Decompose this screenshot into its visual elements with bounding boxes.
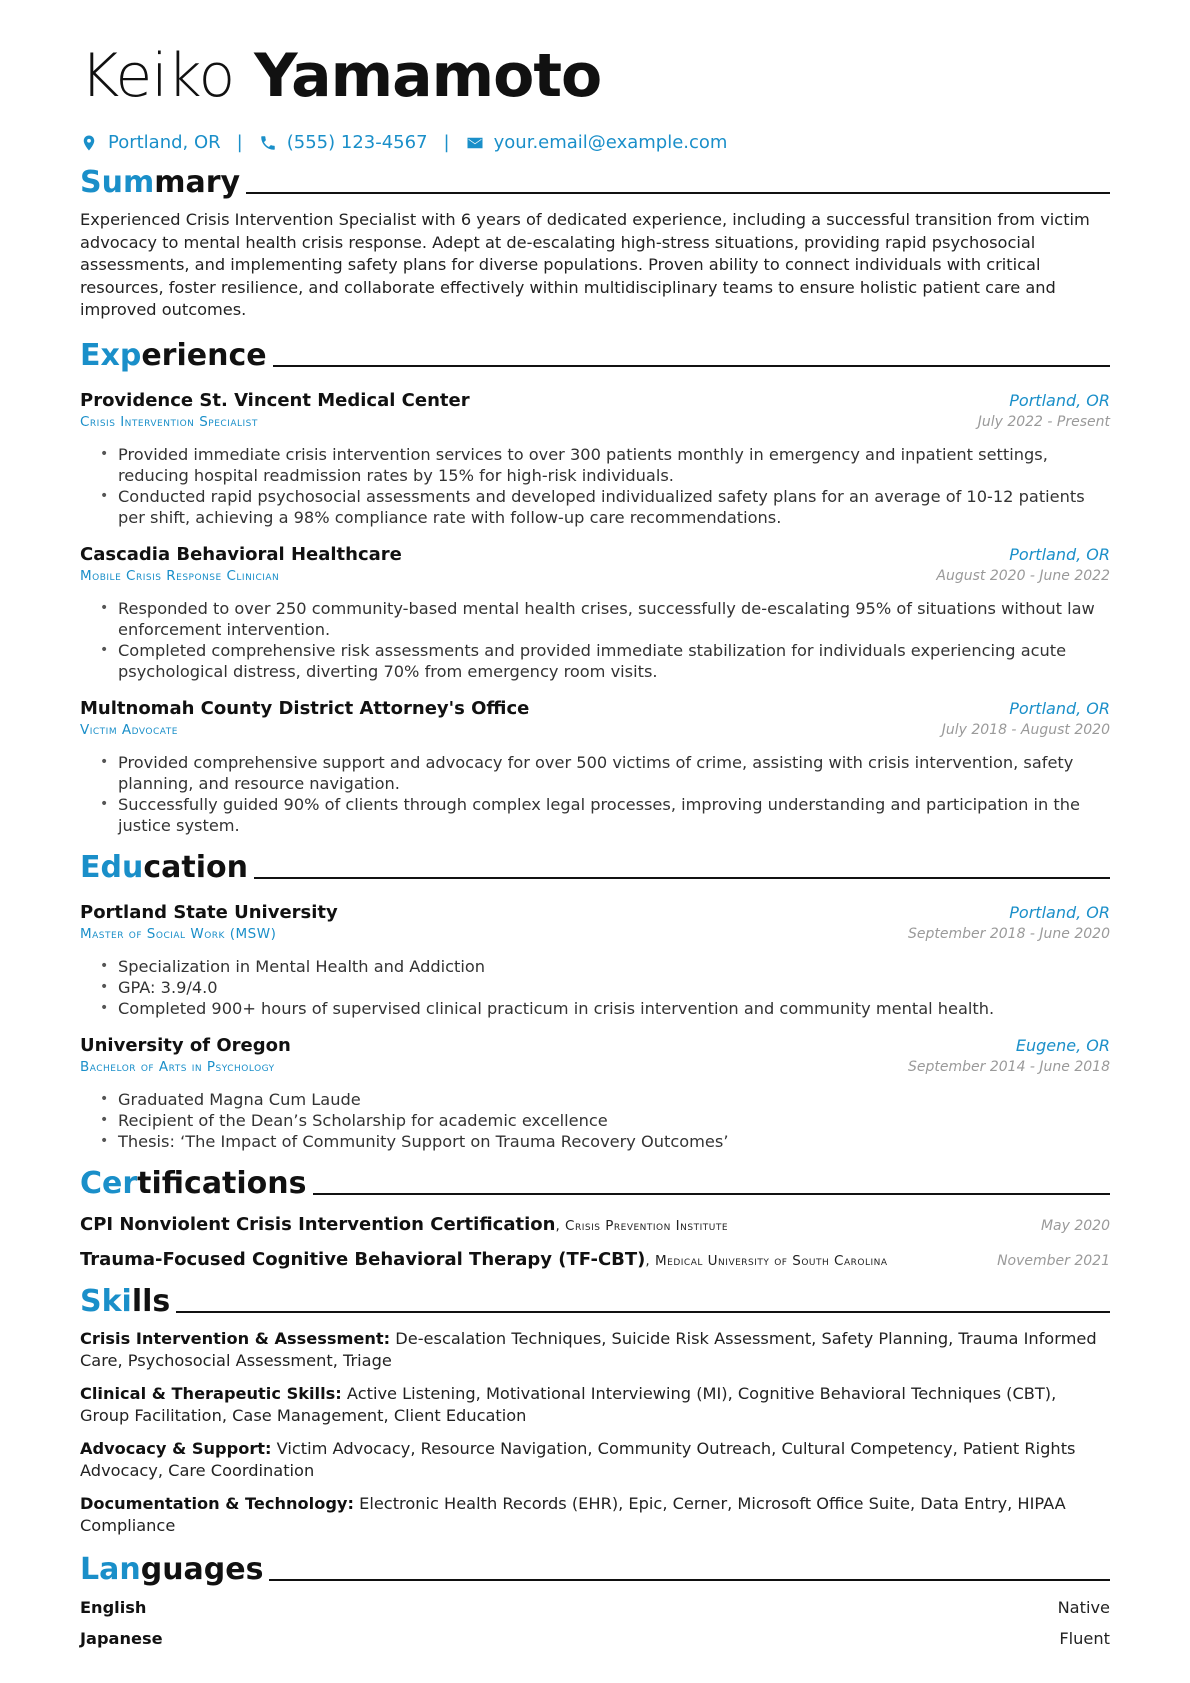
language-item: [80, 1598, 1110, 1617]
contact-line: [80, 132, 1110, 153]
language-level: Fluent: [1059, 1628, 1110, 1648]
summary-text: Experienced Crisis Intervention Specialist with 6 years of dedicated experience, including a successful transition from victim advocacy to mental health crisis response. Adept at de-escalating high-stress situations, providing rapid psychosocial assessments, and implementing safety plans for diverse populations. Proven ability to connect individuals with critical resources, foster resilience, and collaborate effectively within multidisciplinary teams to ensure holistic patient care and improved outcomes.: [80, 210, 1090, 319]
skill-items: Victim Advocacy, Resource Navigation, Community Outreach, Cultural Competency, Patient Rights Advocacy, Care Coordination: [80, 1438, 1076, 1480]
skill-category: Crisis Intervention & Assessment:: [80, 1328, 391, 1348]
phone-text: (555) 123-4567: [286, 132, 428, 153]
certification-item: CPI Nonviolent Crisis Intervention Certification, Crisis Prevention Institute May 2020: [80, 1213, 1110, 1235]
certification-date: November 2021: [997, 1252, 1110, 1269]
employer-name: Providence St. Vincent Medical Center: [80, 389, 470, 411]
degree-name: Master of Social Work (MSW): [80, 925, 277, 942]
certification-item: Trauma-Focused Cognitive Behavioral Therapy (TF-CBT), Medical University of South Carolina November 2021: [80, 1248, 1110, 1270]
job-title: Victim Advocate: [80, 721, 178, 738]
bullet-item: • Conducted rapid psychosocial assessments and developed individualized safety plans for an average of 10-12 patients per shift, achieving a 98% compliance rate with follow-up care recommendations.: [116, 486, 1110, 528]
education-bullets: [80, 1089, 1110, 1152]
section-rule: [246, 192, 1110, 194]
section-rule: [313, 1193, 1110, 1195]
contact-separator: |: [443, 132, 450, 153]
certification-issuer: Medical University of South Carolina: [655, 1252, 888, 1269]
employer-name: Multnomah County District Attorney's Office: [80, 697, 530, 719]
experience-entry: [80, 698, 1110, 836]
bullet-item: • Graduated Magna Cum Laude: [116, 1089, 1110, 1110]
education-dates: September 2018 - June 2020: [908, 925, 1110, 942]
skill-category: Documentation & Technology:: [80, 1493, 354, 1513]
certification-name: Trauma-Focused Cognitive Behavioral Therapy (TF-CBT): [80, 1248, 646, 1270]
bullet-item: • Recipient of the Dean’s Scholarship for academic excellence: [116, 1110, 1110, 1131]
job-location: Portland, OR: [1009, 544, 1110, 564]
job-dates: July 2018 - August 2020: [941, 721, 1110, 738]
education-dates: September 2014 - June 2018: [908, 1058, 1110, 1075]
job-title: Crisis Intervention Specialist: [80, 413, 258, 430]
job-bullets: [80, 598, 1110, 682]
skill-items: Electronic Health Records (EHR), Epic, Cerner, Microsoft Office Suite, Data Entry, HIPAA Compliance: [80, 1493, 1066, 1535]
section-education-heading: Education: [80, 848, 1110, 888]
skill-category: Advocacy & Support:: [80, 1438, 272, 1458]
skill-items: Active Listening, Motivational Interviewing (MI), Cognitive Behavioral Techniques (CBT), Group Facilitation, Case Management, Client Education: [80, 1383, 1057, 1425]
language-name: English: [80, 1597, 147, 1617]
language-level: Native: [1057, 1597, 1110, 1617]
school-name: Portland State University: [80, 901, 338, 923]
bullet-item: • Responded to over 250 community-based mental health crises, successfully de-escalating 95% of situations without law enforcement intervention.: [116, 598, 1110, 640]
section-skills-heading: Skills: [80, 1282, 1110, 1322]
school-name: University of Oregon: [80, 1034, 291, 1056]
job-bullets: [80, 444, 1110, 528]
section-languages-heading: Languages: [80, 1550, 1110, 1590]
section-experience-heading: Experience: [80, 336, 1110, 376]
bullet-item: • Thesis: ‘The Impact of Community Support on Trauma Recovery Outcomes’: [116, 1131, 1110, 1152]
email-link[interactable]: your.email@example.com: [493, 132, 728, 153]
degree-name: Bachelor of Arts in Psychology: [80, 1058, 275, 1075]
skill-group: [80, 1383, 1110, 1428]
bullet-item: • Provided immediate crisis intervention services to over 300 patients monthly in emergency and inpatient settings, reducing hospital readmission rates by 15% for high-risk individuals.: [116, 444, 1110, 486]
bullet-item: • Successfully guided 90% of clients through complex legal processes, improving understanding and participation in the justice system.: [116, 794, 1110, 836]
bullet-item: • Completed comprehensive risk assessments and provided immediate stabilization for individuals experiencing acute psychological distress, diverting 70% from emergency room visits.: [116, 640, 1110, 682]
bullet-item: • Provided comprehensive support and advocacy for over 500 victims of crime, assisting with crisis intervention, safety planning, and resource navigation.: [116, 752, 1110, 794]
bullet-item: • GPA: 3.9/4.0: [116, 977, 1110, 998]
bullet-item: • Specialization in Mental Health and Addiction: [116, 956, 1110, 977]
map-pin-icon: [80, 134, 98, 152]
section-rule: [273, 365, 1110, 367]
school-location: Eugene, OR: [1015, 1035, 1110, 1055]
section-rule: [254, 877, 1110, 879]
experience-entry: [80, 390, 1110, 528]
job-location: Portland, OR: [1009, 698, 1110, 718]
bullet-item: • Completed 900+ hours of supervised clinical practicum in crisis intervention and community mental health.: [116, 998, 1110, 1019]
candidate-name: [80, 36, 1110, 116]
location-text: Portland, OR: [108, 132, 221, 153]
contact-separator: |: [236, 132, 243, 153]
first-name: Keiko: [80, 41, 235, 111]
certification-date: May 2020: [1040, 1217, 1110, 1234]
job-dates: August 2020 - June 2022: [936, 567, 1110, 584]
employer-name: Cascadia Behavioral Healthcare: [80, 543, 402, 565]
language-name: Japanese: [80, 1628, 163, 1648]
job-dates: July 2022 - Present: [977, 413, 1110, 430]
language-item: [80, 1629, 1110, 1648]
last-name: Yamamoto: [254, 41, 602, 111]
certification-name: CPI Nonviolent Crisis Intervention Certification: [80, 1213, 556, 1235]
job-bullets: [80, 752, 1110, 836]
phone-icon: [259, 134, 277, 152]
education-entry: [80, 902, 1110, 1019]
contact-email[interactable]: [466, 132, 728, 153]
envelope-icon: [466, 134, 484, 152]
section-certifications-heading: Certifications: [80, 1164, 1110, 1204]
skill-items: De-escalation Techniques, Suicide Risk Assessment, Safety Planning, Trauma Informed Care, Psychosocial Assessment, Triage: [80, 1328, 1097, 1370]
section-summary-heading: Summary: [80, 163, 1110, 203]
skill-group: [80, 1493, 1110, 1538]
skill-group: [80, 1438, 1110, 1483]
certification-issuer: Crisis Prevention Institute: [565, 1217, 729, 1234]
section-rule: [176, 1311, 1110, 1313]
section-rule: [269, 1579, 1110, 1581]
experience-entry: [80, 544, 1110, 682]
contact-location: [80, 132, 221, 153]
job-title: Mobile Crisis Response Clinician: [80, 567, 280, 584]
skill-group: [80, 1328, 1110, 1373]
school-location: Portland, OR: [1009, 902, 1110, 922]
education-entry: [80, 1035, 1110, 1152]
education-bullets: [80, 956, 1110, 1019]
job-location: Portland, OR: [1009, 390, 1110, 410]
contact-phone[interactable]: [259, 132, 428, 153]
skill-category: Clinical & Therapeutic Skills:: [80, 1383, 342, 1403]
